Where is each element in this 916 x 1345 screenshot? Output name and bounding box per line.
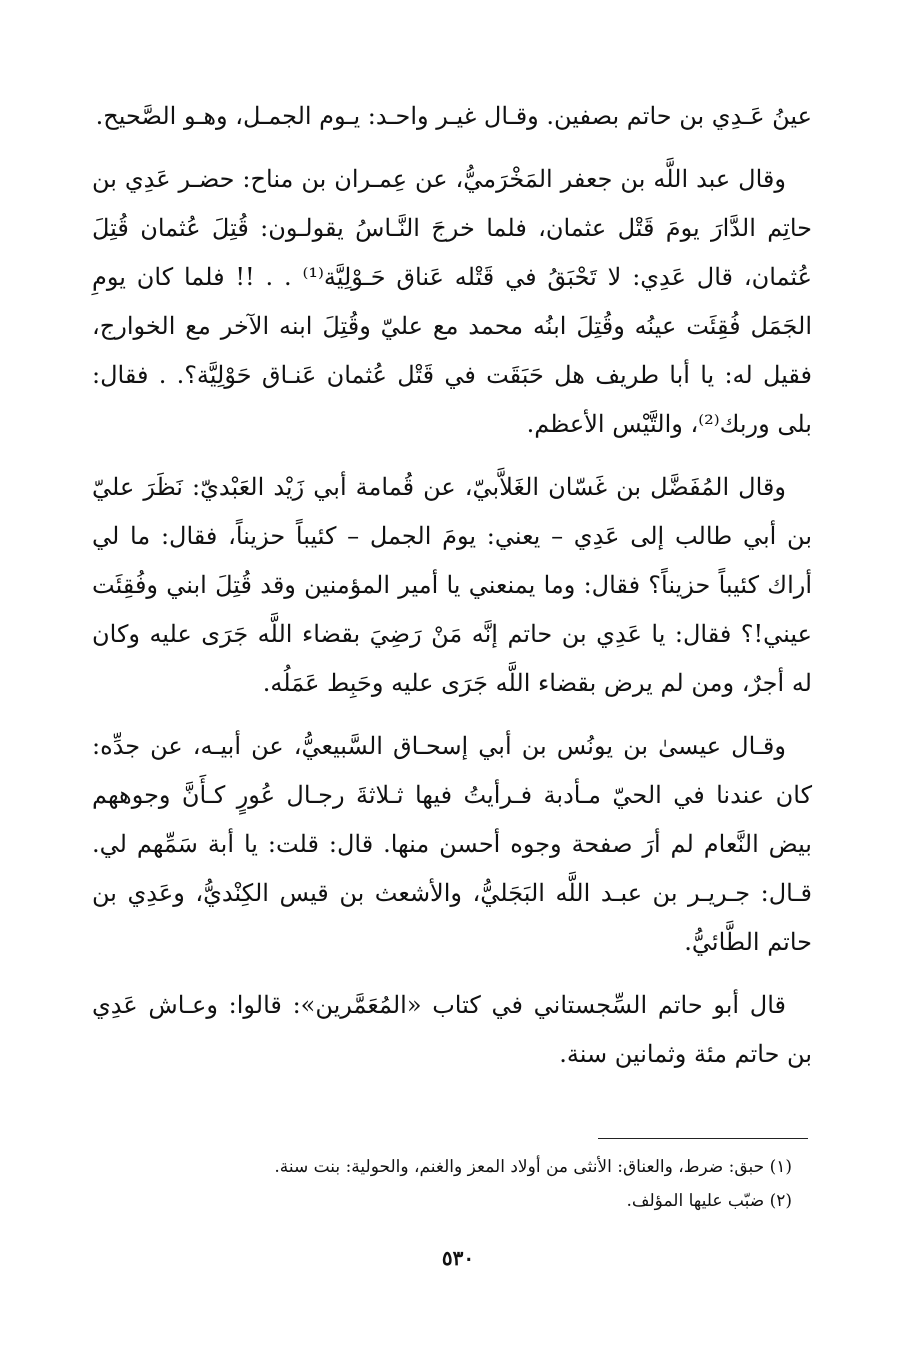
page-number: ٥٣٠ bbox=[441, 1246, 475, 1270]
main-text bbox=[92, 92, 812, 1093]
paragraph-4: وقـال عيسىٰ بن يونُس بن أبي إسحـاق السَّبيعيُّ، عن أبيـه، عن جدِّه: كان عندنا في الحيّ مـأدبة فـرأيتُ فيها ثـلاثةَ رجـال عُورٍ كـأَنَّ وجوههم بيض النَّعام لم أرَ صفحة وجوه أحسن منها. قال: قلت: يا أبة سَمِّهم لي. قـال: جـريـر بن عبـد اللَّه البَجَليُّ، والأشعث بن قيس الكِنْديُّ، وعَدِي بن حاتم الطَّائيُّ. bbox=[92, 732, 812, 956]
footnote-1: (١) حبق: ضرط، والعناق: الأنثى من أولاد المعز والغنم، والحولية: بنت سنة. bbox=[274, 1157, 792, 1177]
footnote-separator bbox=[598, 1138, 808, 1139]
paragraph-5: قال أبو حاتم السِّجستاني في كتاب «المُعَمَّرين»: قالوا: وعـاش عَدِي بن حاتم مئة وثمانين سنة. bbox=[92, 991, 812, 1068]
footnotes bbox=[120, 1150, 792, 1218]
footnote-2: (٢) ضبّب عليها المؤلف. bbox=[626, 1191, 792, 1211]
paragraph-1: عينُ عَـدِي بن حاتم بصفين. وقـال غيـر واحـد: يـوم الجمـل، وهـو الصَّحيح. bbox=[95, 102, 812, 130]
paragraph-2: وقال عبد اللَّه بن جعفر المَخْرَميُّ، عن عِمـران بن مناح: حضـر عَدِي بن حاتِم الدَّارَ يومَ قَتْل عثمان، فلما خرجَ النَّـاسُ يقولـون: قُتِلَ عُثمان قُتِلَ عُثمان، قال عَدِي: لا تَحْبَقُ في قَتْله عَناق حَـوْلِيَّة⁽¹⁾ . . !! فلما كان يومِ الجَمَل فُقِئَت عينُه وقُتِلَ ابنُه محمد مع عليّ وقُتِلَ ابنه الآخر مع الخوارج، فقيل له: يا أبا طريف هل حَبَقَت في قَتْل عُثمان عَنـاق حَوْلِيَّة؟. . فقال: بلى وربك⁽²⁾، والتَّيْس الأعظم. bbox=[92, 165, 812, 438]
paragraph-3: وقال المُفَضَّل بن غَسّان الغَلاَّبيّ، عن قُمامة أبي زَيْد العَبْديّ: نَظَرَ عليّ بن أبي طالب إلى عَدِي – يعني: يومَ الجمل – كئيباً حزيناً، فقال: ما لي أراك كئيباً حزيناً؟ فقال: وما يمنعني يا أمير المؤمنين وقد قُتِلَ ابني وفُقِئَت عيني!؟ فقال: يا عَدِي بن حاتم إنَّه مَنْ رَضِيَ بقضاء اللَّه جَرَى عليه وكان له أجرٌ، ومن لم يرض بقضاء اللَّه جَرَى عليه وحَبِط عَمَلُه. bbox=[92, 473, 812, 697]
